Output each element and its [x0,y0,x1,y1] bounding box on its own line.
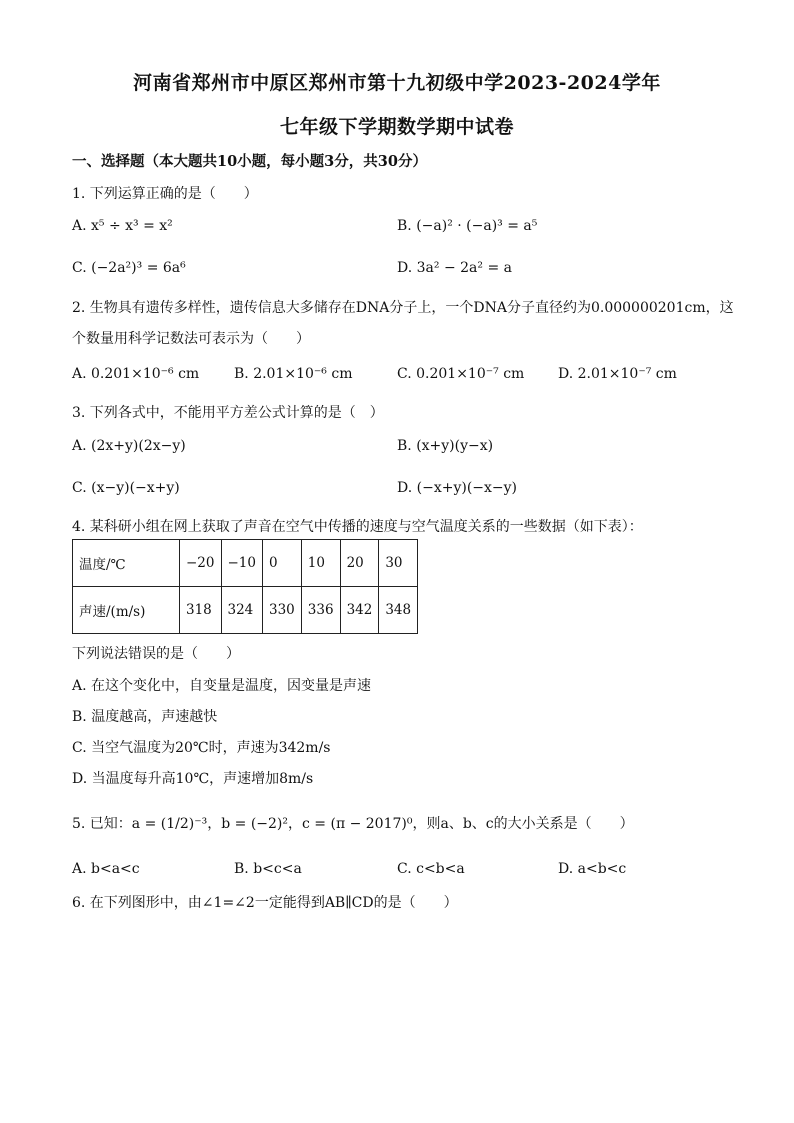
question-2-stem-cont: 个数量用科学记数法可表示为（ ） [72,331,310,347]
question-3-stem: 3. 下列各式中，不能用平方差公式计算的是（ ） [72,405,384,421]
question-4-option-c: C. 当空气温度为20℃时，声速为342m/s [72,740,331,756]
table-row [73,540,418,587]
question-4-option-a: A. 在这个变化中，自变量是温度，因变量是声速 [72,678,372,694]
question-1-option-c: C. (−2a²)³ = 6a⁶ [72,260,186,276]
question-4-stem: 4. 某科研小组在网上获取了声音在空气中传播的速度与空气温度关系的一些数据（如下表）： [72,519,643,535]
question-3-option-c: C. (x−y)(−x+y) [72,480,180,496]
table-cell: 324 [221,587,263,634]
exam-title-line2: 七年级下学期数学期中试卷 [279,116,514,138]
question-2-option-c: C. 0.201×10⁻⁷ cm [397,366,525,382]
table-cell: 330 [263,587,302,634]
question-3-option-b: B. (x+y)(y−x) [397,438,494,454]
table-cell: 20 [340,540,379,587]
table-cell: 318 [180,587,222,634]
table-cell: −20 [180,540,222,587]
question-1-option-b: B. (−a)² · (−a)³ = a⁵ [397,218,538,234]
question-1-option-d: D. 3a² − 2a² = a [397,260,512,276]
question-1-option-a: A. x⁵ ÷ x³ = x² [72,218,173,234]
question-3-option-a: A. (2x+y)(2x−y) [72,438,186,454]
question-4-prompt: 下列说法错误的是（ ） [72,646,240,662]
table-cell: −10 [221,540,263,587]
question-6-stem: 6. 在下列图形中，由∠1=∠2一定能得到AB∥CD的是（ ） [72,895,458,911]
question-2-stem: 2. 生物具有遗传多样性，遗传信息大多储存在DNA分子上，一个DNA分子直径约为0.000000201cm，这 [72,300,734,316]
table-header-speed: 声速/(m/s) [73,587,180,634]
question-5-option-b: B. b<c<a [234,861,302,877]
table-cell: 0 [263,540,302,587]
question-1-stem: 1. 下列运算正确的是（ ） [72,186,258,202]
question-5-stem: 5. 已知：a = (1/2)⁻³，b = (−2)²，c = (π − 2017)⁰，则a、b、c的大小关系是（ ） [72,816,634,832]
question-2-option-d: D. 2.01×10⁻⁷ cm [558,366,677,382]
table-cell: 348 [379,587,418,634]
table-cell: 10 [301,540,340,587]
section-heading: 一、选择题（本大题共10小题，每小题3分，共30分） [72,153,427,170]
table-cell: 342 [340,587,379,634]
question-2-option-b: B. 2.01×10⁻⁶ cm [234,366,353,382]
question-4-option-d: D. 当温度每升高10℃，声速增加8m/s [72,771,314,787]
table-cell: 30 [379,540,418,587]
table-cell: 336 [301,587,340,634]
table-header-temperature: 温度/℃ [73,540,180,587]
speed-temperature-table [72,539,418,634]
question-5-option-a: A. b<a<c [72,861,140,877]
exam-title-line1: 河南省郑州市中原区郑州市第十九初级中学2023-2024学年 [133,72,661,94]
question-4-option-b: B. 温度越高，声速越快 [72,709,218,725]
question-3-option-d: D. (−x+y)(−x−y) [397,480,518,496]
table-row [73,587,418,634]
question-5-option-c: C. c<b<a [397,861,465,877]
question-5-option-d: D. a<b<c [558,861,627,877]
question-2-option-a: A. 0.201×10⁻⁶ cm [72,366,200,382]
